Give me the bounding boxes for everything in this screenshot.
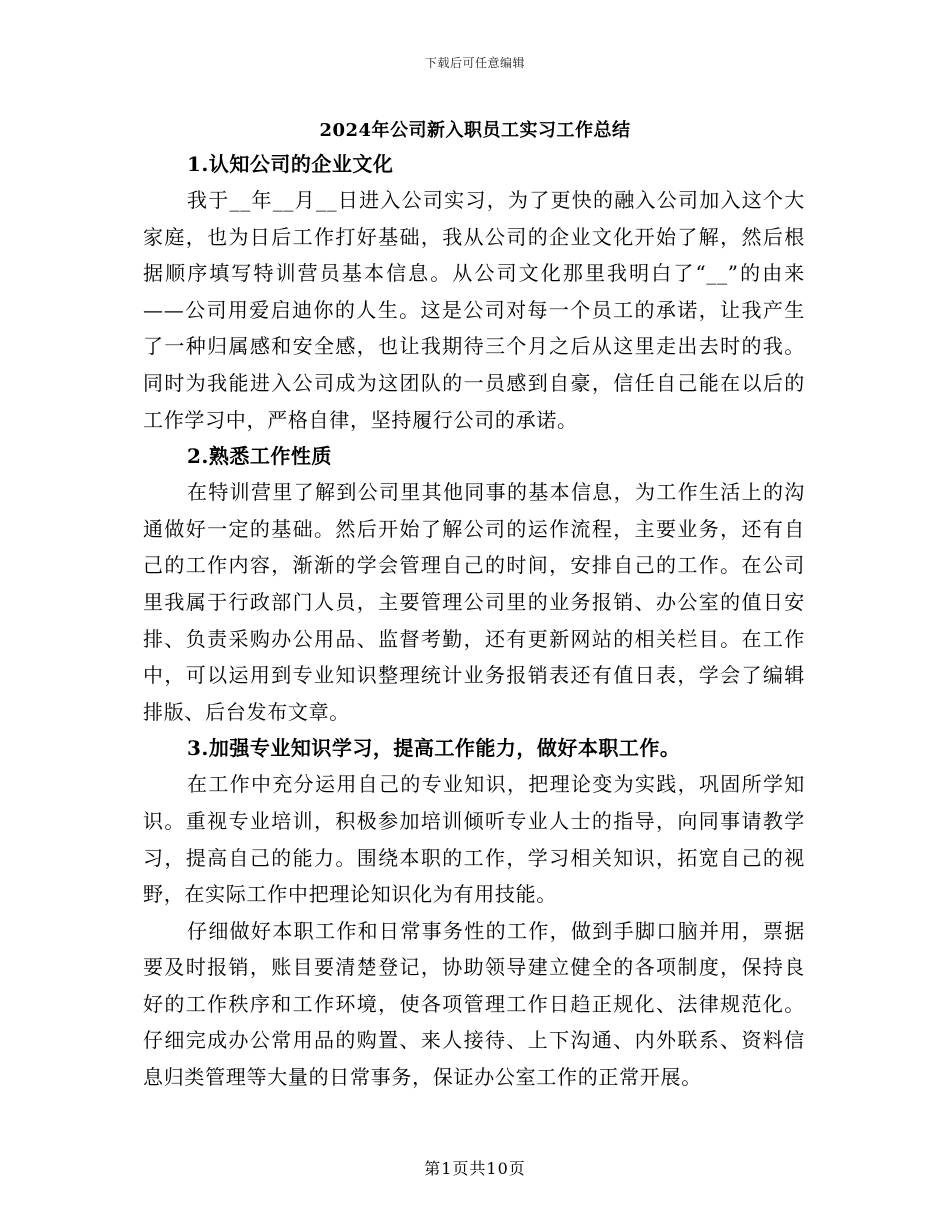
page-number-footer: 第1页共10页 [424, 1159, 526, 1178]
section-2-paragraph: 在特训营里了解到公司里其他同事的基本信息，为工作生活上的沟通做好一定的基础。然后开始了解公司的运作流程，主要业务，还有自己的工作内容，渐渐的学会管理自己的时间，安排自己的工作。在公司里我属于行政部门人员，主要管理公司里的业务报销、办公室的值日安排、负责采购办公用品、监督考勤，还有更新网站的相关栏目。在工作中，可以运用到专业知识整理统计业务报销表还有值日表，学会了编辑排版、后台发布文章。 [143, 480, 805, 724]
section-3-paragraph-1: 在工作中充分运用自己的专业知识，把理论变为实践，巩固所学知识。重视专业培训，积极参加培训倾听专业人士的指导，向同事请教学习，提高自己的能力。围绕本职的工作，学习相关知识，拓宽自己的视野，在实际工作中把理论知识化为有用技能。 [143, 772, 805, 907]
header-note: 下载后可任意编辑 [424, 56, 525, 70]
section-1-paragraph: 我于__年__月__日进入公司实习，为了更快的融入公司加入这个大家庭，也为日后工作打好基础，我从公司的企业文化开始了解，然后根据顺序填写特训营员基本信息。从公司文化那里我明白了“__”的由来——公司用爱启迪你的人生。这是公司对每一个员工的承诺，让我产生了一种归属感和安全感，也让我期待三个月之后从这里走出去时的我。同时为我能进入公司成为这团队的一员感到自豪，信任自己能在以后的工作学习中，严格自律，坚持履行公司的承诺。 [143, 188, 805, 432]
section-heading-2: 2.熟悉工作性质 [187, 444, 332, 469]
section-3-paragraph-2: 仔细做好本职工作和日常事务性的工作，做到手脚口脑并用，票据要及时报销，账目要清楚登记，协助领导建立健全的各项制度，保持良好的工作秩序和工作环境，使各项管理工作日趋正规化、法律规范化。仔细完成办公常用品的购置、来人接待、上下沟通、内外联系、资料信息归类管理等大量的日常事务，保证办公室工作的正常开展。 [143, 918, 805, 1090]
document-body [143, 146, 805, 1096]
section-heading-3: 3.加强专业知识学习，提高工作能力，做好本职工作。 [187, 736, 681, 761]
document-title: 2024年公司新入职员工实习工作总结 [319, 120, 631, 141]
section-heading-1: 1.认知公司的企业文化 [187, 152, 394, 176]
